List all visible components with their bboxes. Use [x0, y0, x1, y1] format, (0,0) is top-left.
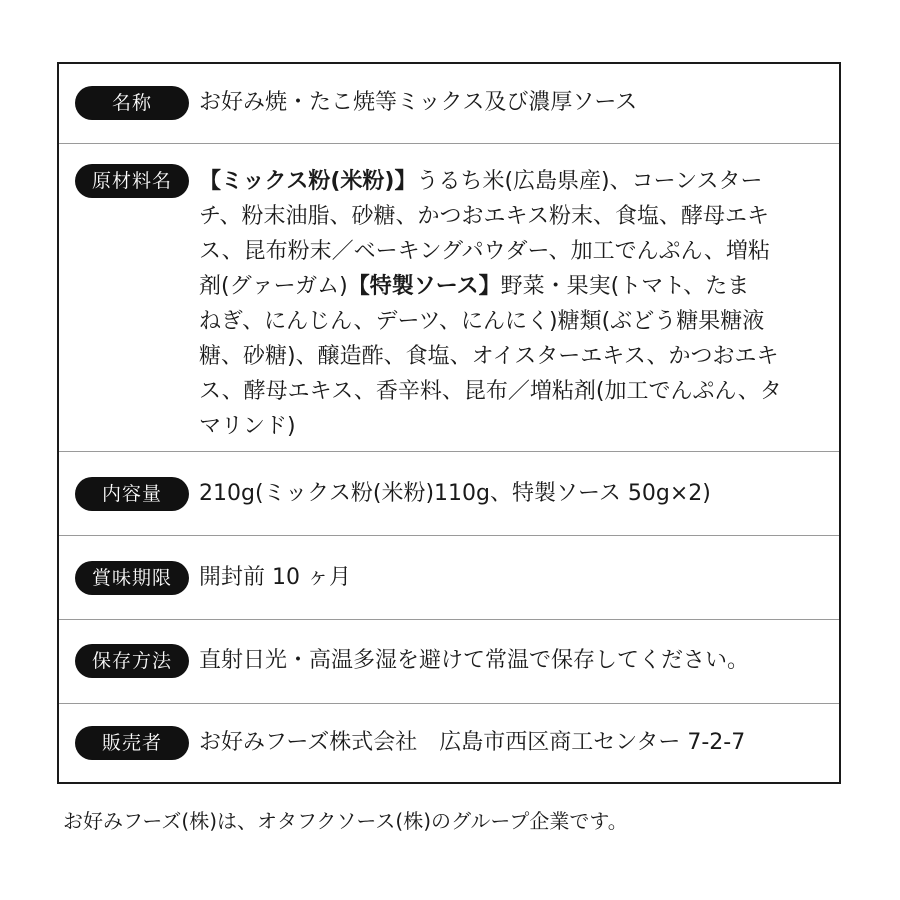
ingredients-line [199, 234, 815, 269]
label-badge-best-before: 賞味期限 [75, 561, 189, 595]
ingredients-text-segment: ス、昆布粉末／ベーキングパウダー、加工でんぷん、増粘 [199, 239, 770, 264]
ingredients-text-segment: 剤(グァーガム) [199, 274, 348, 299]
ingredients-line [199, 339, 815, 374]
label-badge-name: 名称 [75, 86, 189, 120]
ingredients-text-segment: マリンド) [199, 414, 296, 439]
ingredients-text-segment: ス、酵母エキス、香辛料、昆布／増粘剤(加工でんぷん、タ [199, 379, 782, 404]
row-best-before [59, 536, 839, 620]
ingredients-text-segment: 糖、砂糖)、醸造酢、食塩、オイスターエキス、かつおエキ [199, 344, 779, 369]
label-badge-ingredients: 原材料名 [75, 164, 189, 198]
ingredients-text-segment: チ、粉末油脂、砂糖、かつおエキス粉末、食塩、酵母エキ [199, 204, 770, 229]
value-contents: 210g(ミックス粉(米粉)110g、特製ソース 50g×2) [199, 481, 711, 506]
ingredients-line [199, 199, 815, 234]
row-contents [59, 452, 839, 536]
ingredients-text-segment: うるち米(広島県産)、コーンスター [416, 169, 763, 194]
ingredients-text-segment: 野菜・果実(トマト、たま [500, 274, 750, 299]
label-badge-contents: 内容量 [75, 477, 189, 511]
ingredients-line [199, 409, 815, 444]
value-storage: 直射日光・高温多湿を避けて常温で保存してください。 [199, 648, 750, 673]
label-badge-seller: 販売者 [75, 726, 189, 760]
value-ingredients [199, 164, 815, 444]
ingredients-section-heading: 【ミックス粉(米粉)】 [199, 169, 417, 194]
footer-note: お好みフーズ(株)は、オタフクソース(株)のグループ企業です。 [63, 809, 628, 833]
food-label-table [57, 62, 841, 784]
value-name: お好み焼・たこ焼等ミックス及び濃厚ソース [199, 90, 638, 115]
ingredients-line [199, 374, 815, 409]
row-storage [59, 620, 839, 704]
value-best-before: 開封前 10 ヶ月 [199, 565, 351, 590]
value-seller: お好みフーズ株式会社 広島市西区商工センター 7-2-7 [199, 730, 746, 755]
row-ingredients [59, 144, 839, 452]
label-badge-storage: 保存方法 [75, 644, 189, 678]
ingredients-line [199, 164, 815, 199]
ingredients-text-segment: ねぎ、にんじん、デーツ、にんにく)糖類(ぶどう糖果糖液 [199, 309, 765, 334]
ingredients-line [199, 269, 815, 304]
row-name [59, 64, 839, 144]
row-seller [59, 704, 839, 782]
ingredients-line [199, 304, 815, 339]
ingredients-section-heading: 【特製ソース】 [347, 274, 501, 299]
